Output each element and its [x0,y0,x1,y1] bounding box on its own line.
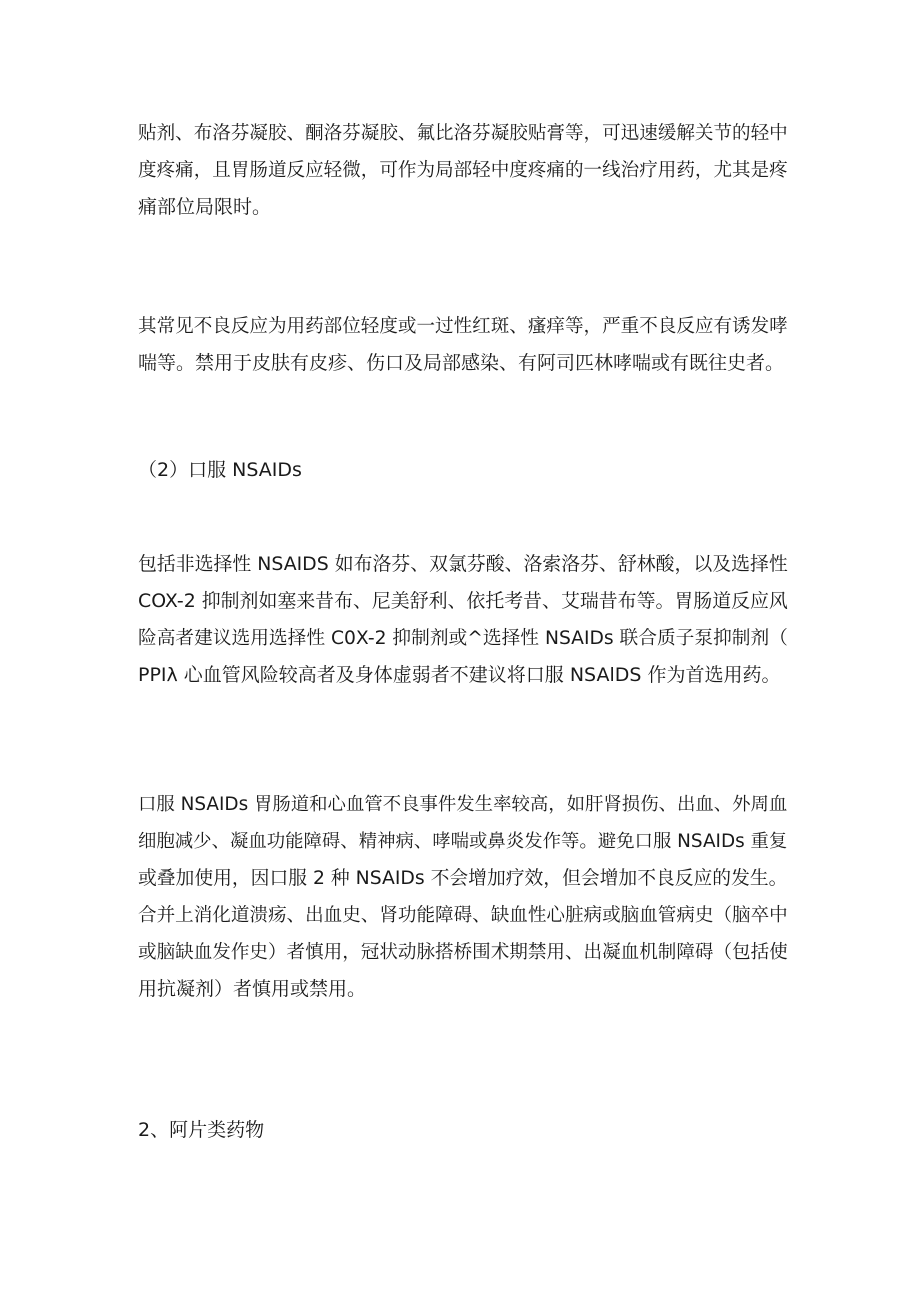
text-line: 险高者建议选用选择性 C0X-2 抑制剂或^选择性 NSAIDs 联合质子泵抑制剂（ [138,628,788,649]
section-heading-opioids [138,1112,788,1149]
paragraph-oral-nsaids-adverse-events [138,786,788,1008]
paragraph-topical-nsaids-products [138,115,788,226]
paragraph-oral-nsaids-types [138,546,788,694]
text-line: COX-2 抑制剂如塞来昔布、尼美舒利、依托考昔、艾瑞昔布等。胃肠道反应风 [138,590,788,612]
text-line: PPIλ 心血管风险较高者及身体虚弱者不建议将口服 NSAlDS 作为首选用药。 [138,664,781,686]
text-line: 度疼痛，且胃肠道反应轻微，可作为局部轻中度疼痛的一线治疗用药，尤其是疼 [138,160,788,181]
text-line: 或叠加使用，因口服 2 种 NSAIDs 不会增加疗效，但会增加不良反应的发生。 [138,868,788,889]
text-line: 合并上消化道溃疡、出血史、肾功能障碍、缺血性心脏病或脑血管病史（脑卒中 [138,905,788,926]
text-line: 喘等。禁用于皮肤有皮疹、伤口及局部感染、有阿司匹林哮喘或有既往史者。 [138,352,785,374]
text-line: 用抗凝剂）者慎用或禁用。 [138,978,367,1000]
text-line: 其常见不良反应为用药部位轻度或一过性红斑、瘙痒等，严重不良反应有诱发哮 [138,316,788,337]
text-line: 或脑缺血发作史）者慎用，冠状动脉搭桥围术期禁用、出凝血机制障碍（包括使 [138,942,788,963]
text-line: 2、阿片类药物 [138,1119,265,1141]
section-heading-oral-nsaids [138,452,788,489]
text-line: 口服 NSAIDs 胃肠道和心血管不良事件发生率较高，如肝肾损伤、出血、外周血 [138,794,788,815]
text-line: （2）口服 NSAIDs [138,459,302,481]
paragraph-topical-adverse-reactions [138,308,788,382]
text-line: 细胞减少、凝血功能障碍、精神病、哮喘或鼻炎发作等。避免口服 NSAIDs 重复 [138,831,788,852]
text-line: 包括非选择性 NSAIDS 如布洛芬、双氯芬酸、洛索洛芬、舒林酸，以及选择性 [138,553,788,575]
text-line: 痛部位局限时。 [138,196,272,218]
text-line: 贴剂、布洛芬凝胶、酮洛芬凝胶、氟比洛芬凝胶贴膏等，可迅速缓解关节的轻中 [138,123,788,144]
